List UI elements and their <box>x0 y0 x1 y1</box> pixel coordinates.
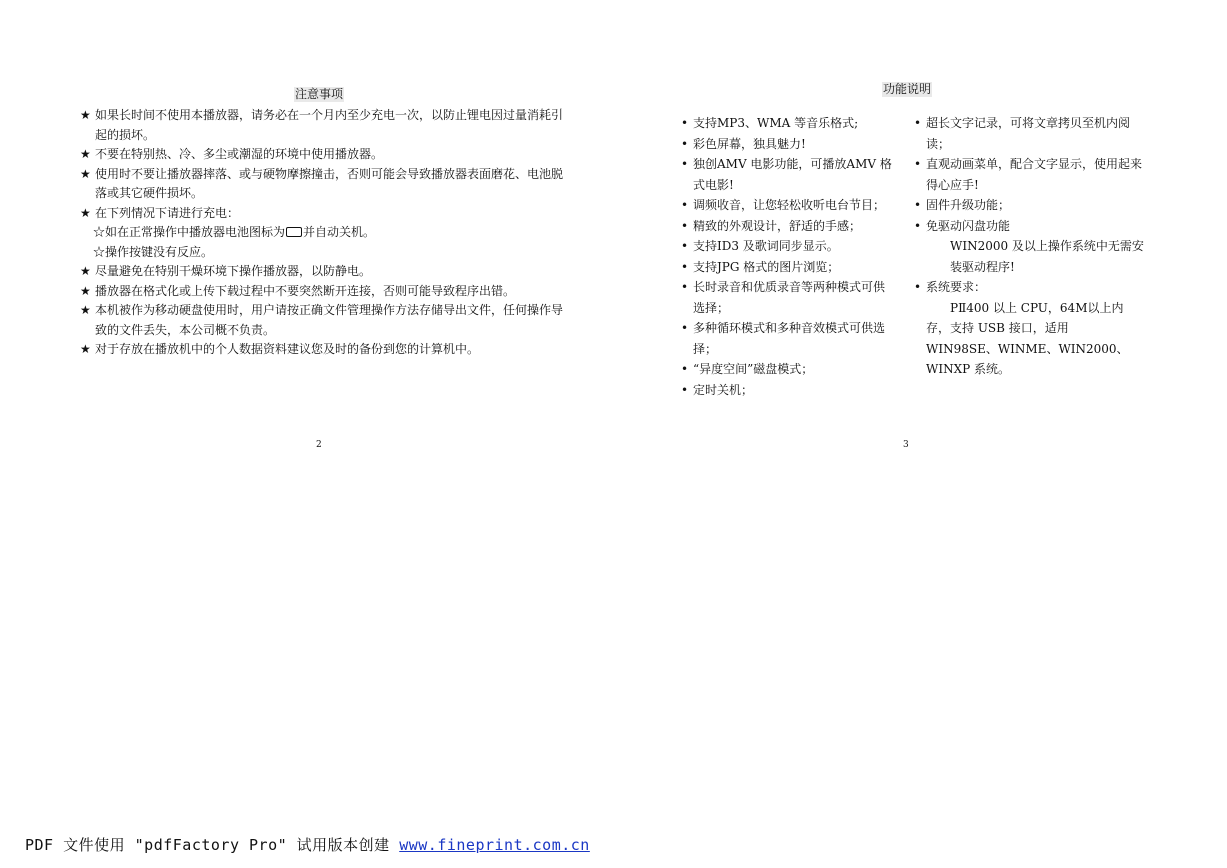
feature-item: • 调频收音，让您轻松收听电台节目； <box>681 195 896 216</box>
left-page <box>0 0 613 460</box>
bullet-icon: • <box>681 198 689 212</box>
feature-item: • 精致的外观设计，舒适的手感； <box>681 216 896 237</box>
features-title: 功能说明 <box>883 82 932 96</box>
footer-link[interactable]: www.fineprint.com.cn <box>399 836 590 854</box>
note-item: ★ 播放器在格式化或上传下载过程中不要突然断开连接，否则可能导致程序出错。 <box>80 282 565 302</box>
bullet-icon: • <box>681 321 689 335</box>
star-icon: ★ <box>80 147 91 161</box>
star-icon: ★ <box>80 166 91 181</box>
pdf-footer <box>25 834 590 855</box>
feature-item: • 免驱动闪盘功能 <box>914 216 1144 237</box>
note-item: ★ 尽量避免在特别干燥环境下操作播放器，以防静电。 <box>80 262 565 282</box>
bullet-icon: • <box>914 157 922 171</box>
feature-item: • 支持MP3、WMA 等音乐格式; <box>681 113 896 134</box>
star-icon: ★ <box>80 342 91 356</box>
feature-item: • 系统要求： <box>914 277 1144 298</box>
driver-note: WIN2000 及以上操作系统中无需安装驱动程序! <box>950 239 1144 274</box>
bullet-icon: • <box>681 259 689 274</box>
bullet-icon: • <box>681 136 689 151</box>
bullet-icon: • <box>681 239 689 253</box>
bullet-icon: • <box>681 116 689 130</box>
star-icon: ★ <box>80 283 91 298</box>
bullet-icon: • <box>681 157 689 171</box>
feature-item: • 固件升级功能； <box>914 195 1144 216</box>
page-number: 3 <box>903 440 909 450</box>
feature-item: • 支持ID3 及歌词同步显示。 <box>681 236 896 257</box>
bullet-icon: • <box>681 382 689 397</box>
star-icon: ★ <box>80 264 91 278</box>
feature-item: • 定时关机； <box>681 380 896 401</box>
feature-item: • 支持JPG 格式的图片浏览； <box>681 257 896 278</box>
feature-item: • 超长文字记录，可将文章拷贝至机内阅读； <box>914 113 1144 154</box>
feature-item: • 直观动画菜单，配合文字显示，使用起来得心应手! <box>914 154 1144 195</box>
star-icon: ★ <box>80 303 91 317</box>
note-item: ★ 本机被作为移动硬盘使用时，用户请按正确文件管理操作方法存储导出文件，任何操作导致的文件丢失，本公司概不负责。 <box>80 303 564 337</box>
page-number: 2 <box>316 440 322 450</box>
notes-list <box>80 106 565 360</box>
sub-note-battery: ☆如在正常操作中播放器电池图标为 并自动关机。 <box>93 225 376 239</box>
bullet-icon: • <box>914 198 922 212</box>
feature-item: • 多种循环模式和多种音效模式可供选择； <box>681 318 896 359</box>
system-requirements: PⅡ400 以上 CPU，64M以上内存，支持 USB 接口，适用 WIN98SE、WINME、WIN2000、WINXP 系统。 <box>926 300 1129 376</box>
feature-item: • 长时录音和优质录音等两种模式可供选择； <box>681 277 896 318</box>
bullet-icon: • <box>914 280 922 294</box>
note-item: ★ 在下列情况下请进行充电： <box>80 204 565 224</box>
sub-note-keys: ☆操作按键没有反应。 <box>93 244 214 259</box>
notes-title: 注意事项 <box>295 87 344 101</box>
star-icon: ★ <box>80 108 91 122</box>
footer-text: PDF 文件使用 "pdfFactory Pro" 试用版本创建 <box>25 836 400 854</box>
bullet-icon: • <box>681 218 689 233</box>
note-item: ★ 对于存放在播放机中的个人数据资料建议您及时的备份到您的计算机中。 <box>80 340 565 360</box>
star-icon: ★ <box>80 205 91 220</box>
bullet-icon: • <box>914 116 922 130</box>
battery-empty-icon <box>286 227 302 237</box>
features-column-2 <box>914 113 1144 380</box>
bullet-icon: • <box>914 218 922 233</box>
bullet-icon: • <box>681 280 689 294</box>
bullet-icon: • <box>681 362 689 376</box>
feature-item: • 独创AMV 电影功能，可播放AMV 格式电影! <box>681 154 896 195</box>
features-column-1 <box>681 113 896 400</box>
note-item: ★ 如果长时间不使用本播放器，请务必在一个月内至少充电一次，以防止锂电因过量消耗引起的损坏。 <box>80 108 564 142</box>
note-item: ★ 不要在特别热、冷、多尘或潮湿的环境中使用播放器。 <box>80 145 565 165</box>
note-item: ★ 使用时不要让播放器摔落、或与硬物摩擦撞击，否则可能会导致播放器表面磨花、电池脱落或其它硬件损坏。 <box>80 166 564 200</box>
feature-item: • 彩色屏幕，独具魅力! <box>681 134 896 155</box>
feature-item: • “异度空间”磁盘模式； <box>681 359 896 380</box>
right-page <box>613 0 1227 460</box>
